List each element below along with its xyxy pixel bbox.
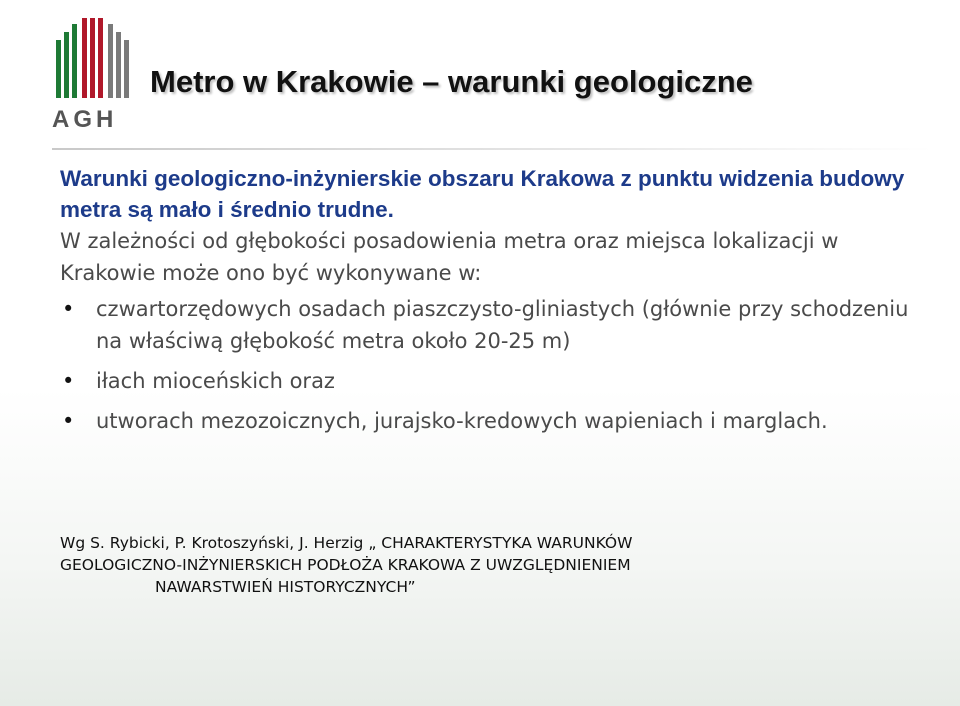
list-item — [60, 365, 930, 397]
list-item — [60, 293, 930, 357]
bullet-icon: • — [62, 369, 75, 393]
agh-logo-text: AGH — [52, 106, 118, 133]
reference-line: GEOLOGICZNO-INŻYNIERSKICH PODŁOŻA KRAKOWA Z UWZGLĘDNIENIEM — [60, 556, 631, 574]
bullet-icon: • — [62, 297, 75, 321]
bullet-text: iłach mioceńskich oraz — [96, 369, 335, 393]
source-reference — [60, 532, 920, 598]
bullet-list — [60, 293, 930, 437]
reference-line: Wg S. Rybicki, P. Krotoszyński, J. Herzig „ CHARAKTERYSTYKA WARUNKÓW — [60, 534, 633, 552]
bullet-text: utworach mezozoicznych, jurajsko-kredowych wapieniach i marglach. — [96, 409, 828, 433]
slide-title: Metro w Krakowie – warunki geologiczne — [150, 64, 753, 99]
header-divider — [52, 148, 932, 150]
list-item — [60, 405, 930, 437]
bullet-text: czwartorzędowych osadach piaszczysto-gliniastych (głównie przy schodzeniu na właściwą głębokość metra około 20-25 m) — [96, 297, 909, 353]
intro-normal-text: W zależności od głębokości posadowienia metra oraz miejsca lokalizacji w Krakowie może ono być wykonywane w: — [60, 229, 839, 285]
agh-logo-stripes-icon — [52, 10, 132, 106]
reference-line: NAWARSTWIEŃ HISTORYCZNYCH” — [155, 578, 416, 596]
agh-logo — [52, 10, 132, 140]
intro-bold-text: Warunki geologiczno-inżynierskie obszaru Krakowa z punktu widzenia budowy metra są mało i średnio trudne. — [60, 166, 905, 222]
bullet-icon: • — [62, 409, 75, 433]
slide-body — [60, 163, 930, 445]
